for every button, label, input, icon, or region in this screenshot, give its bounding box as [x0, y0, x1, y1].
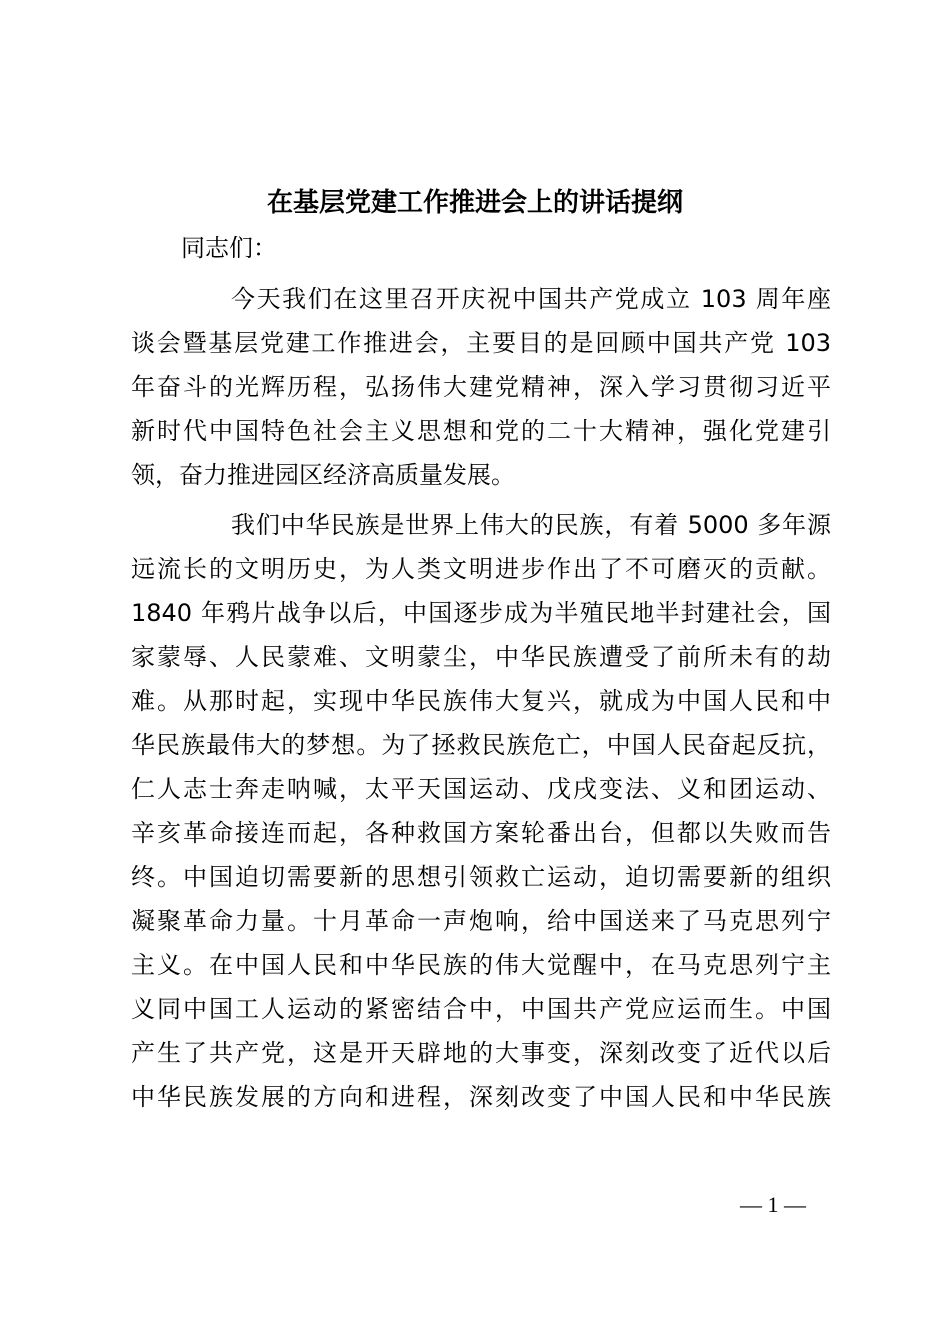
- paragraph-line: 家蒙辱、人民蒙难、文明蒙尘，中华民族遭受了前所未有的劫: [131, 643, 831, 671]
- paragraph-line: 年奋斗的光辉历程，弘扬伟大建党精神，深入学习贯彻习近平: [131, 373, 831, 401]
- paragraph-line: 产生了共产党，这是开天辟地的大事变，深刻改变了近代以后: [131, 1039, 831, 1067]
- paragraph-line: 领，奋力推进园区经济高质量发展。: [131, 461, 515, 489]
- paragraph-line: 辛亥革命接连而起，各种救国方案轮番出台，但都以失败而告: [131, 819, 831, 847]
- paragraph-line: 义同中国工人运动的紧密结合中，中国共产党应运而生。中国: [131, 995, 831, 1023]
- paragraph-line: 1840 年鸦片战争以后，中国逐步成为半殖民地半封建社会，国: [131, 599, 831, 627]
- paragraph-line: 仁人志士奔走呐喊，太平天国运动、戊戌变法、义和团运动、: [131, 775, 831, 803]
- paragraph-line: 远流长的文明历史，为人类文明进步作出了不可磨灭的贡献。: [131, 555, 831, 583]
- page-number: — 1 —: [740, 1192, 806, 1217]
- paragraph-line: 今天我们在这里召开庆祝中国共产党成立 103 周年座: [231, 285, 831, 313]
- paragraph-line: 新时代中国特色社会主义思想和党的二十大精神，强化党建引: [131, 417, 831, 445]
- salutation: 同志们：: [181, 234, 277, 262]
- paragraph-line: 我们中华民族是世界上伟大的民族，有着 5000 多年源: [231, 511, 831, 539]
- paragraph-line: 终。中国迫切需要新的思想引领救亡运动，迫切需要新的组织: [131, 863, 831, 891]
- paragraph-line: 凝聚革命力量。十月革命一声炮响，给中国送来了马克思列宁: [131, 907, 831, 935]
- document-body: [131, 277, 831, 1119]
- paragraph-line: 谈会暨基层党建工作推进会，主要目的是回顾中国共产党 103: [131, 329, 831, 357]
- paragraph-1: [131, 277, 831, 497]
- paragraph-line: 主义。在中国人民和中华民族的伟大觉醒中，在马克思列宁主: [131, 951, 831, 979]
- paragraph-line: 华民族最伟大的梦想。为了拯救民族危亡，中国人民奋起反抗，: [131, 731, 831, 759]
- paragraph-line: 中华民族发展的方向和进程，深刻改变了中国人民和中华民族: [131, 1083, 831, 1111]
- paragraph-2: [131, 503, 831, 1119]
- paragraph-line: 难。从那时起，实现中华民族伟大复兴，就成为中国人民和中: [131, 687, 831, 715]
- document-title: 在基层党建工作推进会上的讲话提纲: [266, 188, 683, 218]
